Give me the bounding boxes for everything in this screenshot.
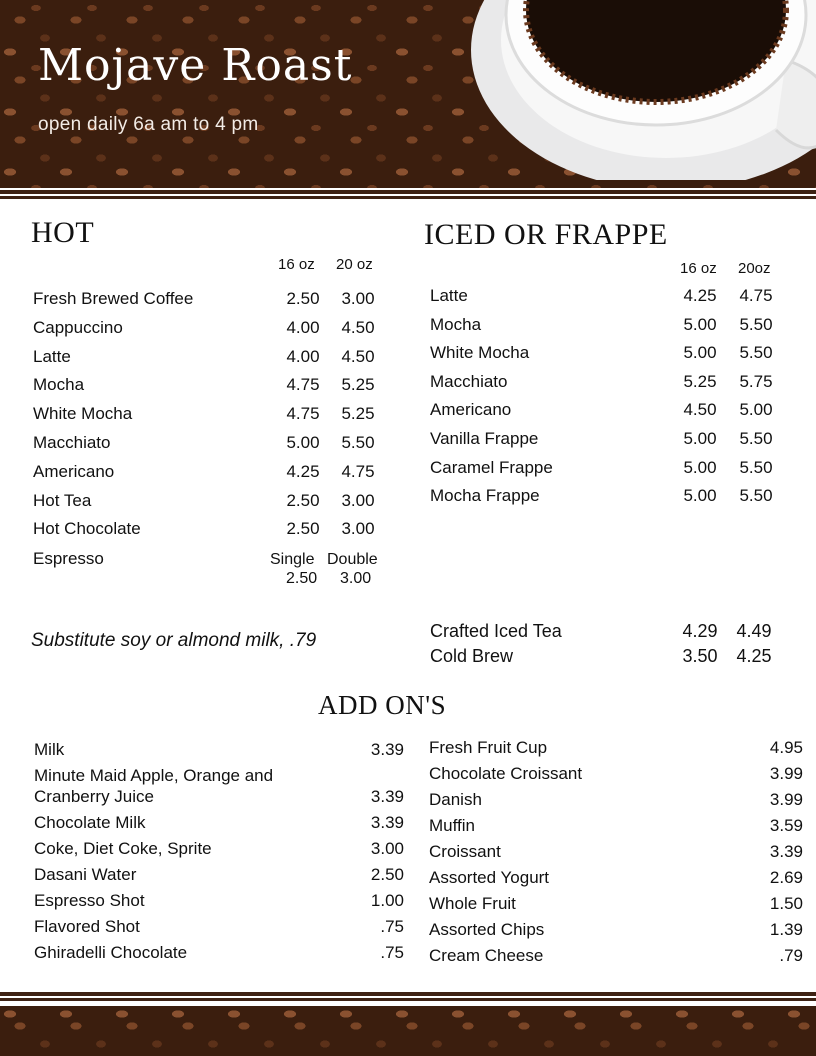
addon-price: 3.99: [769, 764, 803, 783]
addon-price: 3.99: [769, 790, 803, 809]
item-name: Crafted Iced Tea: [430, 621, 562, 641]
iced-size1: 16 oz: [680, 260, 717, 277]
price-large: 5.25: [341, 404, 375, 424]
price-large: 3.00: [341, 490, 375, 510]
espresso-double-label: Double: [327, 551, 378, 568]
addon-name: Whole Fruit: [429, 894, 516, 913]
item-name: Hot Chocolate: [33, 519, 141, 539]
espresso-single-label: Single: [270, 551, 315, 568]
price-large: 3.00: [341, 519, 375, 539]
price-small: 4.75: [286, 404, 320, 424]
addon-price: .75: [380, 943, 404, 962]
item-name: Mocha: [33, 375, 85, 395]
menu-row: [33, 287, 393, 311]
addon-row: [34, 739, 404, 760]
price-small: 4.50: [683, 400, 717, 420]
addon-row: [34, 890, 404, 911]
addon-row: [429, 893, 803, 914]
divider-bottom: [0, 990, 816, 1004]
menu-row: [430, 644, 790, 668]
price-large: 5.50: [739, 457, 773, 477]
price-small: 4.00: [286, 346, 320, 366]
item-name: Macchiato: [430, 371, 508, 391]
item-name: Hot Tea: [33, 490, 92, 510]
addon-row: [429, 841, 803, 862]
price-small: 2.50: [286, 289, 320, 308]
addon-name: Fresh Fruit Cup: [429, 738, 548, 757]
price-small: 5.00: [286, 433, 320, 452]
hot-size2: 20 oz: [336, 256, 373, 273]
addon-price: 4.95: [769, 738, 803, 757]
price-large: 5.50: [739, 343, 773, 363]
addon-row: [429, 867, 803, 888]
addon-price: 3.39: [370, 740, 404, 759]
addon-row: [429, 737, 803, 758]
menu-row: [430, 484, 790, 508]
price-small: 4.00: [286, 317, 320, 337]
menu-row: [430, 619, 790, 643]
price-large: 4.50: [341, 346, 375, 366]
menu-row: [430, 427, 790, 451]
addon-name: Cream Cheese: [429, 946, 544, 965]
item-name: Latte: [33, 346, 71, 366]
addon-name: Minute Maid Apple, Orange and: [34, 766, 274, 785]
price-small: 2.50: [286, 490, 320, 510]
price-small: 5.00: [683, 429, 717, 448]
price-small: 5.00: [683, 486, 717, 506]
addon-name: Croissant: [429, 842, 501, 861]
hot-size1: 16 oz: [278, 256, 315, 273]
addon-name-line2: Cranberry Juice: [34, 787, 154, 806]
addon-price: 1.50: [769, 894, 803, 913]
addon-row: [429, 763, 803, 784]
addon-name: Milk: [34, 740, 65, 759]
addon-row: [429, 945, 803, 966]
addon-row: [34, 864, 404, 885]
price-large: 4.75: [739, 286, 773, 305]
addon-price: 1.00: [370, 891, 404, 910]
price-large: 4.25: [736, 646, 772, 666]
price-large: 4.49: [736, 621, 772, 641]
addon-price: 1.39: [769, 920, 803, 939]
addon-row: [429, 815, 803, 836]
addon-name: Coke, Diet Coke, Sprite: [34, 839, 212, 858]
addon-name: Assorted Chips: [429, 920, 545, 939]
item-name: White Mocha: [33, 404, 133, 424]
item-name: Mocha Frappe: [430, 486, 540, 506]
page-title: Mojave Roast: [38, 40, 353, 91]
item-name: Fresh Brewed Coffee: [33, 289, 194, 308]
item-name: Latte: [430, 286, 468, 305]
item-name: Americano: [430, 400, 512, 420]
addon-name: Muffin: [429, 816, 475, 835]
addon-name: Flavored Shot: [34, 917, 140, 936]
addon-row: [34, 838, 404, 859]
menu-row: [33, 460, 393, 484]
price-small: 4.29: [682, 621, 718, 641]
espresso-name: Espresso: [33, 549, 104, 568]
addon-row: [34, 812, 404, 833]
footer-banner: [0, 1006, 816, 1056]
addon-price: 3.00: [370, 839, 404, 858]
menu-row: [430, 313, 790, 337]
price-small: 3.50: [682, 646, 718, 666]
menu-row: [33, 402, 393, 426]
price-small: 5.00: [683, 314, 717, 334]
item-name: Mocha: [430, 314, 482, 334]
menu-row: [33, 316, 393, 340]
addon-price: .79: [779, 946, 803, 965]
price-large: 5.75: [739, 371, 773, 391]
addon-row: [34, 942, 404, 963]
price-large: 5.00: [739, 400, 773, 420]
menu-row: [430, 398, 790, 422]
item-name: Macchiato: [33, 433, 111, 452]
price-large: 5.25: [341, 375, 375, 395]
addon-row: [34, 765, 404, 807]
addon-name: Espresso Shot: [34, 891, 145, 910]
milk-substitute-note: Substitute soy or almond milk, .79: [31, 630, 317, 651]
menu-row: [430, 456, 790, 480]
price-small: 4.25: [683, 286, 717, 305]
menu-row: [33, 345, 393, 369]
price-large: 4.75: [341, 461, 375, 481]
addon-row: [34, 916, 404, 937]
addon-row: [429, 789, 803, 810]
addon-price: .75: [380, 917, 404, 936]
price-small: 5.00: [683, 457, 717, 477]
menu-row: [430, 284, 790, 308]
item-name: Cappuccino: [33, 317, 123, 337]
price-large: 5.50: [341, 433, 375, 452]
item-name: Cold Brew: [430, 646, 514, 666]
addon-price: 2.69: [769, 868, 803, 887]
addon-name: Chocolate Croissant: [429, 764, 583, 783]
addons-heading: ADD ON'S: [318, 690, 447, 720]
header-banner: [0, 0, 816, 190]
item-name: Americano: [33, 461, 115, 481]
iced-size2: 20oz: [738, 260, 771, 277]
menu-row: [430, 341, 790, 365]
espresso-single-price: 2.50: [286, 570, 318, 587]
addon-name: Chocolate Milk: [34, 813, 146, 832]
price-large: 5.50: [739, 486, 773, 506]
menu-row: [430, 370, 790, 394]
addon-name: Assorted Yogurt: [429, 868, 550, 887]
item-name: Vanilla Frappe: [430, 429, 539, 448]
addon-row: [429, 919, 803, 940]
coffee-cup-icon: [456, 0, 816, 180]
price-small: 4.25: [286, 461, 320, 481]
price-small: 5.25: [683, 371, 717, 391]
item-name: White Mocha: [430, 343, 530, 363]
divider-top: [0, 188, 816, 202]
addon-price: 3.39: [370, 787, 404, 806]
price-large: 4.50: [341, 317, 375, 337]
price-large: 5.50: [739, 429, 773, 448]
price-large: 5.50: [739, 314, 773, 334]
addon-name: Danish: [429, 790, 482, 809]
menu-row: [33, 431, 393, 455]
price-small: 4.75: [286, 375, 320, 395]
menu-row: [33, 517, 393, 541]
addon-price: 2.50: [370, 865, 404, 884]
price-small: 5.00: [683, 343, 717, 363]
menu-row: [33, 373, 393, 397]
addon-price: 3.39: [769, 842, 803, 861]
menu-row: [33, 489, 393, 513]
hot-heading: HOT: [31, 216, 95, 249]
espresso-double-price: 3.00: [340, 570, 372, 587]
iced-heading: ICED OR FRAPPE: [424, 218, 668, 251]
item-name: Caramel Frappe: [430, 457, 553, 477]
addon-name: Dasani Water: [34, 865, 137, 884]
addon-name: Ghiradelli Chocolate: [34, 943, 188, 962]
price-large: 3.00: [341, 289, 375, 308]
price-small: 2.50: [286, 519, 320, 539]
addon-price: 3.59: [769, 816, 803, 835]
addon-price: 3.39: [370, 813, 404, 832]
hours-text: open daily 6a am to 4 pm: [38, 114, 259, 135]
